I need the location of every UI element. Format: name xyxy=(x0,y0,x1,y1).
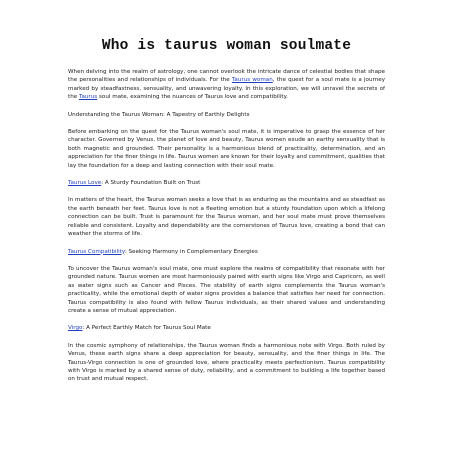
heading-rest-virgo: : A Perfect Earthly Match for Taurus Soul Mate xyxy=(82,325,211,332)
document-title: Who is taurus woman soulmate xyxy=(101,38,352,54)
section-heading-understanding: Understanding the Taurus Woman: A Tapestry of Earthly Delights xyxy=(68,111,250,118)
intro-text-3: soul mate, examining the nuances of Taurus love and compatibility. xyxy=(97,94,288,101)
taurus-compatibility-link[interactable]: Taurus Compatibility xyxy=(68,248,125,255)
taurus-love-link[interactable]: Taurus Love xyxy=(68,180,102,187)
section-body-virgo: In the cosmic symphony of relationships, the Taurus woman finds a harmonious note with Virgo. Both ruled by Venus, these earth signs share a deep appreciation for beauty, sensuality, and the finer things in life. The Taurus-Virgo connection is one of grounded love, where practicality meets perfectionism. Taurus compatibility with Virgo is marked by a shared sense of duty, reliability, and a commitment to building a life together based on trust and mutual respect. xyxy=(68,342,385,383)
section-body-taurus-love: In matters of the heart, the Taurus woman seeks a love that is as enduring as the mountains and as steadfast as the earth beneath her feet. Taurus love is not a fleeting emotion but a sturdy foundation upon which a lifelong connection can be built. Trust is paramount for the Taurus woman, and her soul mate must prove themselves reliable and consistent. Loyalty and dependability are the cornerstones of Taurus love, creating a bond that can weather the storms of life. xyxy=(68,197,385,238)
heading-rest-compatibility: : Seeking Harmony in Complementary Energies xyxy=(124,248,258,255)
section-body-compatibility: To uncover the Taurus woman's soul mate, one must explore the realms of compatibility that resonate with her grounded nature. Taurus women are most harmoniously paired with earth signs like Virgo and Capricorn, as well as water signs such as Cancer and Pisces. The stability of earth signs complements the Taurus woman's practicality, while the emotional depth of water signs provides a balance that satisfies her need for connection. Taurus compatibility is also found with fellow Taurus individuals, as their shared values and understanding create a sense of mutual appreciation. xyxy=(68,265,385,314)
virgo-link[interactable]: Virgo xyxy=(68,325,83,332)
section-heading-compatibility xyxy=(68,248,385,256)
taurus-woman-link[interactable]: Taurus woman xyxy=(231,77,273,84)
section-body-understanding: Before embarking on the quest for the Taurus woman's soul mate, it is imperative to grasp the essence of her character. Governed by Venus, the planet of love and beauty, Taurus women exude an earthy sensuality that is both magnetic and grounded. Their personality is a harmonious blend of practicality, determination, and an appreciation for the finer things in life. Taurus women are known for their loyalty and commitment, qualities that lay the foundation for a deep and lasting connection with their soul mate. xyxy=(68,129,385,169)
intro-text-2: , the quest for a soul mate is a journey marked by steadfastness, sensuality, and unwavering loyalty. In this exploration, we will unravel the secrets of the xyxy=(68,77,386,101)
intro-text-1: When delving into the realm of astrology, one cannot overlook the intricate dance of celestial bodies that shape the personalities and relationships of individuals. For the xyxy=(68,69,385,84)
section-heading-virgo xyxy=(68,324,385,332)
section-heading-taurus-love xyxy=(68,179,385,187)
taurus-link[interactable]: Taurus xyxy=(78,94,98,101)
intro-paragraph xyxy=(68,68,385,102)
heading-rest-taurus-love: : A Sturdy Foundation Built on Trust xyxy=(101,180,201,187)
